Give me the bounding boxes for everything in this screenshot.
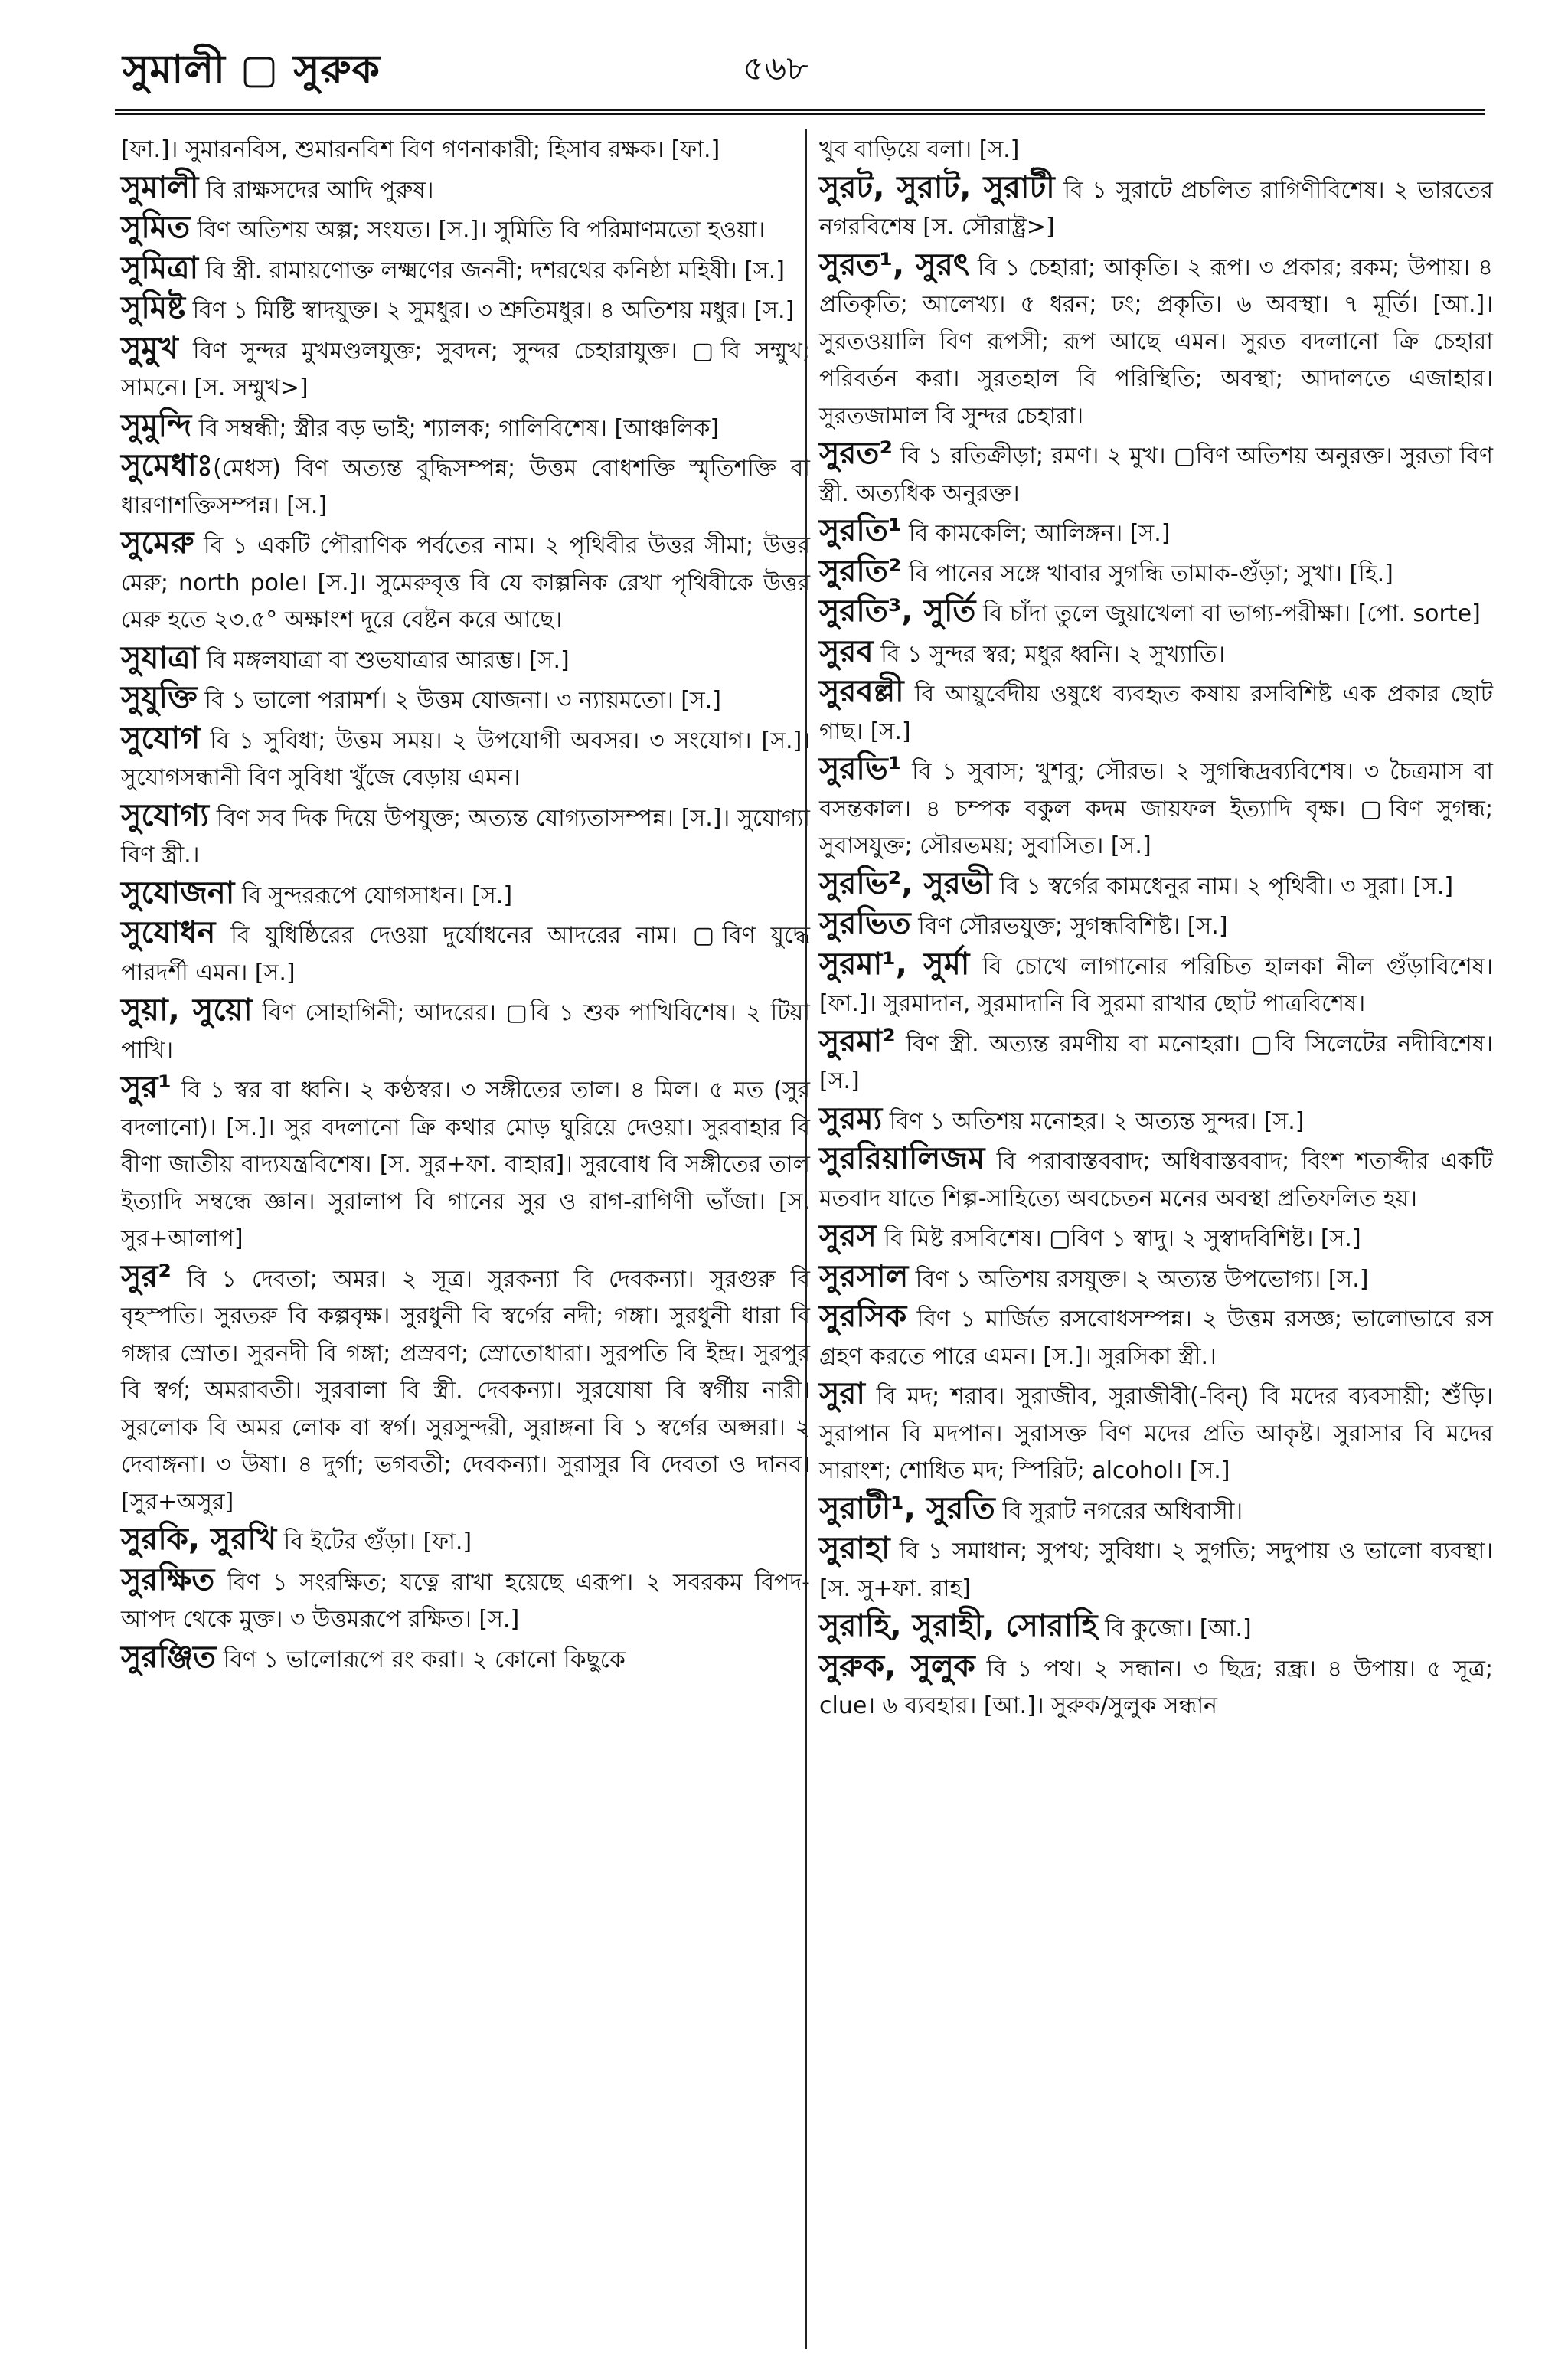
- entry-headword: সুরবল্লী: [819, 674, 904, 709]
- entry-definition: বি যুধিষ্ঠিরের দেওয়া দুর্যোধনের আদরের নাম। ▢বিণ যুদ্ধে পারদর্শী এমন। [স.]: [121, 922, 810, 986]
- dictionary-entry: [819, 1648, 1493, 1725]
- dictionary-entry: [819, 169, 1493, 247]
- entry-headword: সুরভি², সুরভী: [819, 865, 992, 901]
- entry-headword: সুরঞ্জিত: [121, 1639, 217, 1675]
- entry-headword: সুরট, সুরাট, সুরাটী: [819, 169, 1055, 205]
- dictionary-entry: [121, 797, 810, 875]
- dictionary-entry: [819, 865, 1493, 906]
- dictionary-entry: [819, 1140, 1493, 1218]
- dictionary-entry: [819, 946, 1493, 1023]
- entry-definition: (মেধস) বিণ অত্যন্ত বুদ্ধিসম্পন্ন; উত্তম বোধশক্তি স্মৃতিশক্তি বা ধারণাশক্তিসম্পন্ন। [স.]: [121, 455, 810, 519]
- dictionary-entry: [819, 512, 1493, 553]
- entry-definition: বি চাঁদা তুলে জুয়াখেলা বা ভাগ্য-পরীক্ষা। [পো. sorte]: [975, 600, 1481, 627]
- entry-definition: বি আয়ুর্বেদীয় ওষুধে ব্যবহৃত কষায় রসবিশিষ্ট এক প্রকার ছোট গাছ। [স.]: [819, 681, 1493, 745]
- column-divider: [805, 129, 807, 2349]
- entry-definition: বি ১ ভালো পরামর্শ। ২ উত্তম যোজনা। ৩ ন্যায়মতো। [স.]: [197, 687, 721, 714]
- entry-headword: সুমিষ্ট: [121, 290, 186, 325]
- dictionary-entry: [121, 1069, 810, 1258]
- entry-headword: সুরস: [819, 1218, 877, 1254]
- entry-headword: সুর¹: [121, 1070, 172, 1105]
- entry-definition: বি ১ একটি পৌরাণিক পর্বতের নাম। ২ পৃথিবীর উত্তর সীমা; উত্তর মেরু; north pole। [স.]। সুমেরুবৃত্ত বি যে কাল্পনিক রেখা পৃথিবীকে উত্তর মেরু হতে ২৩.৫° অক্ষাংশ দূরে বেষ্টন করে আছে।: [121, 532, 810, 633]
- entry-definition: বি কামকেলি; আলিঙ্গন। [স.]: [901, 520, 1171, 547]
- dictionary-entry: [819, 247, 1493, 436]
- entry-headword: সুমিত: [121, 210, 191, 245]
- dictionary-entry: [819, 435, 1493, 512]
- dictionary-entry: [121, 129, 810, 169]
- entry-definition: বি স্ত্রী. রামায়ণোক্ত লক্ষ্মণের জননী; দশরথের কনিষ্ঠা মহিষী। [স.]: [198, 257, 785, 284]
- entry-definition: বি পানের সঙ্গে খাবার সুগন্ধি তামাক-গুঁড়া; সুখা। [হি.]: [901, 560, 1393, 587]
- entry-headword: সুরভিত: [819, 906, 911, 941]
- entry-headword: সুর²: [121, 1258, 172, 1294]
- entry-definition: বি ১ দেবতা; অমর। ২ সূত্র। সুরকন্যা বি দেবকন্যা। সুরগুরু বি বৃহস্পতি। সুরতরু বি কল্পবৃক্ষ। সুরধুনী বি স্বর্গের নদী; গঙ্গা। সুরধুনী ধারা বি গঙ্গার স্রোত। সুরনদী বি গঙ্গা; প্রস্রবণ; স্রোতোধারা। সুরপতি বি ইন্দ্র। সুরপুর বি স্বর্গ; অমরাবতী। সুরবালা বি স্ত্রী. দেবকন্যা। সুরযোষা বি স্বর্গীয় নারী। সুরলোক বি অমর লোক বা স্বর্গ। সুরসুন্দরী, সুরাঙ্গনা বি ১ স্বর্গের অপ্সরা। ২ দেবাঙ্গনা। ৩ উষা। ৪ দুর্গা; ভগবতী; দেবকন্যা। সুরাসুর বি দেবতা ও দানব। [সুর+অসুর]: [121, 1265, 810, 1516]
- entry-definition: বি মিষ্ট রসবিশেষ। ▢বিণ ১ স্বাদু। ২ সুস্বাদবিশিষ্ট। [স.]: [876, 1225, 1361, 1252]
- entry-headword: সুরভি¹: [819, 751, 902, 786]
- dictionary-entry: [819, 1023, 1493, 1100]
- entry-headword: সুরত¹, সুরৎ: [819, 247, 970, 283]
- dictionary-entry: [121, 289, 810, 330]
- entry-definition: বিণ স্ত্রী. অত্যন্ত রমণীয় বা মনোহরা। ▢বি সিলেটের নদীবিশেষ। [স.]: [819, 1030, 1493, 1094]
- entry-definition: [ফা.]। সুমারনবিস, শুমারনবিশ বিণ গণনাকারী; হিসাব রক্ষক। [ফা.]: [121, 136, 720, 163]
- dictionary-entry: [819, 1218, 1493, 1258]
- dictionary-entry: [121, 407, 810, 448]
- entry-headword: সুরতি²: [819, 553, 902, 589]
- entry-headword: সুরক্ষিত: [121, 1561, 215, 1597]
- entry-headword: সুরা: [819, 1376, 866, 1411]
- entry-definition: বিণ সব দিক দিয়ে উপযুক্ত; অত্যন্ত যোগ্যতাসম্পন্ন। [স.]। সুযোগ্যা বিণ স্ত্রী.।: [121, 804, 810, 868]
- entry-definition: বি ইটের গুঁড়া। [ফা.]: [276, 1529, 472, 1555]
- dictionary-entry: [121, 1561, 810, 1639]
- entry-definition: বিণ অতিশয় অল্প; সংযত। [স.]। সুমিতি বি পরিমাণমতো হওয়া।: [190, 217, 766, 244]
- entry-headword: সুযোধন: [121, 915, 216, 950]
- dictionary-entry: [819, 750, 1493, 865]
- entry-definition: বি সুরাট নগরের অধিবাসী।: [995, 1497, 1243, 1525]
- dictionary-entry: [121, 1258, 810, 1522]
- entry-headword: সুরাহা: [819, 1531, 890, 1566]
- entry-headword: সুমুখ: [121, 330, 178, 366]
- entry-headword: সুরাটী¹, সুরতি: [819, 1490, 995, 1526]
- entry-definition: বি রাক্ষসদের আদি পুরুষ।: [198, 176, 434, 204]
- entry-definition: খুব বাড়িয়ে বলা। [স.]: [819, 136, 1020, 163]
- dictionary-entry: [121, 720, 810, 797]
- entry-definition: বি ১ স্বর বা ধ্বনি। ২ কণ্ঠস্বর। ৩ সঙ্গীতের তাল। ৪ মিল। ৫ মত (সুর বদলানো)। [স.]। সুর বদলানো ক্রি কথার মোড় ঘুরিয়ে দেওয়া। সুরবাহার বি বীণা জাতীয় বাদ্যযন্ত্রবিশেষ। [স. সুর+ফা. বাহার]। সুরবোধ বি সঙ্গীতের তাল ইত্যাদি সম্বন্ধে জ্ঞান। সুরালাপ বি গানের সুর ও রাগ-রাগিণী ভাঁজা। [স. সুর+আলাপ]: [121, 1077, 810, 1252]
- entry-headword: সুরসাল: [819, 1258, 909, 1294]
- entry-headword: সুরমা¹, সুর্মা: [819, 946, 970, 982]
- entry-headword: সুমুন্দি: [121, 407, 192, 443]
- dictionary-entry: [121, 914, 810, 992]
- entry-headword: সুরাহি, সুরাহী, সোরাহি: [819, 1608, 1098, 1643]
- entry-headword: সুযোগ্য: [121, 797, 209, 833]
- dictionary-entry: [819, 593, 1493, 633]
- header-rule: [115, 109, 1485, 115]
- entry-definition: বিণ ১ ভালোরূপে রং করা। ২ কোনো কিছুকে: [216, 1646, 626, 1673]
- dictionary-entry: [819, 1490, 1493, 1531]
- entry-headword: সুমেধাঃ: [121, 448, 214, 483]
- entry-headword: সুরতি³, সুর্তি: [819, 594, 976, 629]
- dictionary-entry: [121, 679, 810, 720]
- dictionary-entry: [819, 633, 1493, 674]
- page-header: [122, 38, 1485, 107]
- entry-definition: বি পরাবাস্তববাদ; অধিবাস্তববাদ; বিংশ শতাব্দীর একটি মতবাদ যাতে শিল্প-সাহিত্যে অবচেতন মনের অবস্থা প্রতিফলিত হয়।: [819, 1148, 1493, 1212]
- dictionary-entry: [819, 1607, 1493, 1648]
- dictionary-entry: [121, 525, 810, 639]
- entry-headword: সুযোজনা: [121, 875, 235, 911]
- entry-headword: সুমিত্রা: [121, 250, 199, 286]
- entry-definition: বি চোখে লাগানোর পরিচিত হালকা নীল গুঁড়াবিশেষ। [ফা.]। সুরমাদান, সুরমাদানি বি সুরমা রাখার ছোট পাত্রবিশেষ।: [819, 953, 1493, 1017]
- entry-definition: বি ১ সুবাস; খুশবু; সৌরভ। ২ সুগন্ধিদ্রব্যবিশেষ। ৩ চৈত্রমাস বা বসন্তকাল। ৪ চম্পক বকুল কদম জায়ফল ইত্যাদি বৃক্ষ। ▢বিণ সুগন্ধ; সুবাসযুক্ত; সৌরভময়; সুবাসিত। [স.]: [819, 758, 1493, 859]
- dictionary-entry: [121, 330, 810, 407]
- entry-definition: বিণ ১ মার্জিত রসবোধসম্পন্ন। ২ উত্তম রসজ্ঞ; ভালোভাবে রস গ্রহণ করতে পারে এমন। [স.]। সুরসিকা স্ত্রী.।: [819, 1306, 1493, 1370]
- entry-headword: সুররিয়ালিজম: [819, 1141, 985, 1176]
- entry-definition: বি ১ পথ। ২ সন্ধান। ৩ ছিদ্র; রন্ধ্র। ৪ উপায়। ৫ সূত্র; clue। ৬ ব্যবহার। [আ.]। সুরুক/সুলুক সন্ধান: [819, 1655, 1493, 1719]
- right-column: [819, 129, 1493, 1725]
- entry-definition: বিণ সৌরভযুক্ত; সুগন্ধবিশিষ্ট। [স.]: [910, 913, 1228, 940]
- dictionary-entry: [121, 250, 810, 290]
- entry-definition: বি সম্বন্ধী; স্ত্রীর বড় ভাই; শ্যালক; গালিবিশেষ। [আঞ্চলিক]: [191, 414, 720, 442]
- dictionary-entry: [819, 673, 1493, 750]
- dictionary-entry: [819, 1298, 1493, 1375]
- entry-definition: বি ১ সুবিধা; উত্তম সময়। ২ উপযোগী অবসর। ৩ সংযোগ। [স.]। সুযোগসন্ধানী বিণ সুবিধা খুঁজে বেড়ায় এমন।: [121, 727, 810, 791]
- running-head: সুমালী ▢ সুরুক: [122, 47, 381, 93]
- dictionary-entry: [121, 639, 810, 680]
- entry-headword: সুরসিক: [819, 1299, 907, 1334]
- dictionary-entry: [121, 875, 810, 915]
- dictionary-entry: [819, 129, 1493, 169]
- entry-definition: বিণ ১ অতিশয় রসযুক্ত। ২ অত্যন্ত উপভোগ্য। [স.]: [908, 1265, 1369, 1293]
- entry-headword: সুরব: [819, 633, 874, 669]
- entry-definition: বি ১ সুরাটে প্রচলিত রাগিণীবিশেষ। ২ ভারতের নগরবিশেষ [স. সৌরাষ্ট্র>]: [819, 176, 1493, 240]
- entry-definition: বিণ সোহাগিনী; আদরের। ▢বি ১ শুক পাখিবিশেষ। ২ টিয়া পাখি।: [121, 999, 810, 1064]
- dictionary-entry: [819, 1375, 1493, 1490]
- entry-definition: বি ১ সুন্দর স্বর; মধুর ধ্বনি। ২ সুখ্যাতি।: [873, 640, 1226, 668]
- dictionary-entry: [819, 905, 1493, 946]
- entry-headword: সুরতি¹: [819, 513, 902, 548]
- page-number: ৫৬৮: [743, 49, 808, 88]
- entry-headword: সুযোগ: [121, 720, 201, 756]
- dictionary-entry: [121, 209, 810, 250]
- left-column: [121, 129, 810, 1679]
- entry-headword: সুযুক্তি: [121, 680, 198, 715]
- entry-definition: বিণ ১ অতিশয় মনোহর। ২ অত্যন্ত সুন্দর। [স.]: [882, 1107, 1305, 1135]
- entry-definition: বি ১ সমাধান; সুপথ; সুবিধা। ২ সুগতি; সদুপায় ও ভালো ব্যবস্থা। [স. সু+ফা. রাহ]: [819, 1538, 1493, 1602]
- entry-definition: বি কুজো। [আ.]: [1097, 1615, 1252, 1642]
- dictionary-entry: [121, 1521, 810, 1561]
- entry-headword: সুযাত্রা: [121, 639, 200, 675]
- entry-definition: বিণ সুন্দর মুখমণ্ডলযুক্ত; সুবদন; সুন্দর চেহারাযুক্ত। ▢বি সম্মুখ; সামনে। [স. সম্মুখ>]: [121, 337, 810, 401]
- entry-definition: বি ১ চেহারা; আকৃতি। ২ রূপ। ৩ প্রকার; রকম; উপায়। ৪ প্রতিকৃতি; আলেখ্য। ৫ ধরন; ঢং; প্রকৃতি। ৬ অবস্থা। ৭ মূর্তি। [আ.]। সুরতওয়ালি বিণ রূপসী; রূপ আছে এমন। সুরত বদলানো ক্রি চেহারা পরিবর্তন করা। সুরতহাল বি পরিস্থিতি; অবস্থা; আদালতে এজাহার। সুরতজামাল বি সুন্দর চেহারা।: [819, 253, 1494, 430]
- dictionary-entry: [121, 169, 810, 210]
- entry-definition: বি ১ রতিক্রীড়া; রমণ। ২ মুখ। ▢বিণ অতিশয় অনুরক্ত। সুরতা বিণ স্ত্রী. অত্যধিক অনুরক্ত।: [819, 443, 1493, 507]
- entry-headword: সুয়া, সুয়ো: [121, 992, 253, 1028]
- entry-headword: সুরুক, সুলুক: [819, 1648, 975, 1684]
- entry-definition: বিণ ১ মিষ্টি স্বাদযুক্ত। ২ সুমধুর। ৩ শ্রুতিমধুর। ৪ অতিশয় মধুর। [স.]: [185, 297, 795, 324]
- dictionary-entry: [121, 992, 810, 1069]
- dictionary-entry: [819, 1530, 1493, 1607]
- entry-headword: সুমেরু: [121, 525, 194, 561]
- entry-headword: সুরমা²: [819, 1023, 896, 1059]
- entry-definition: বি মঙ্গলযাত্রা বা শুভযাত্রার আরম্ভ। [স.]: [199, 646, 570, 674]
- entry-definition: বি সুন্দররূপে যোগসাধন। [স.]: [234, 881, 513, 909]
- dictionary-entry: [121, 447, 810, 525]
- entry-definition: বিণ ১ সংরক্ষিত; যত্নে রাখা হয়েছে এরূপ। ২ সবরকম বিপদ-আপদ থেকে মুক্ত। ৩ উত্তমরূপে রক্ষিত। [স.]: [121, 1568, 810, 1633]
- dictionary-entry: [819, 1100, 1493, 1141]
- dictionary-entry: [819, 1258, 1493, 1299]
- entry-headword: সুরকি, সুরখি: [121, 1522, 277, 1557]
- entry-definition: বি মদ; শরাব। সুরাজীব, সুরাজীবী(-বিন্) বি মদের ব্যবসায়ী; শুঁড়ি। সুরাপান বি মদপান। সুরাসক্ত বিণ মদের প্রতি আকৃষ্ট। সুরাসার বি মদের সারাংশ; শোধিত মদ; স্পিরিট; alcohol। [স.]: [819, 1383, 1493, 1484]
- dictionary-entry: [121, 1639, 810, 1679]
- entry-definition: বি ১ স্বর্গের কামধেনুর নাম। ২ পৃথিবী। ৩ সুরা। [স.]: [992, 872, 1454, 900]
- entry-headword: সুমালী: [121, 169, 199, 205]
- entry-headword: সুরম্য: [819, 1100, 883, 1136]
- dictionary-entry: [819, 553, 1493, 594]
- entry-headword: সুরত²: [819, 436, 893, 471]
